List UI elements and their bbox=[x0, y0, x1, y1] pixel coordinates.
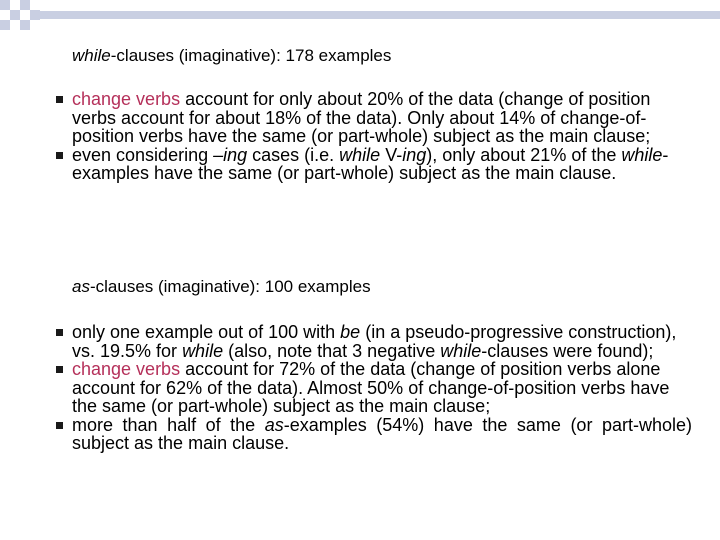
bullet-text: -examples have the same (or part-whole) subject as the main clause. bbox=[72, 144, 669, 183]
while-bullet-list bbox=[52, 90, 692, 183]
bullet-text: ), only about 21% of the bbox=[426, 144, 622, 165]
square-bullet-icon bbox=[56, 96, 63, 103]
bullet-italic: –ing bbox=[213, 144, 248, 165]
list-item bbox=[52, 416, 692, 453]
highlight-term: change verbs bbox=[72, 359, 181, 379]
heading-term: as bbox=[72, 277, 90, 296]
list-item bbox=[52, 360, 692, 416]
highlight-term: change verbs bbox=[72, 89, 181, 109]
bullet-italic: while bbox=[182, 340, 224, 361]
bullet-italic: be bbox=[340, 322, 361, 342]
bullet-text: (also, note that 3 negative bbox=[223, 340, 441, 361]
list-item bbox=[52, 146, 692, 183]
bullet-text: even considering bbox=[72, 144, 214, 165]
heading-term: while bbox=[72, 46, 111, 65]
list-item bbox=[52, 90, 692, 146]
bullet-text: more than half of the bbox=[72, 414, 265, 435]
section-heading-while bbox=[72, 46, 391, 66]
bullet-text: (in a pseudo-progressive construction), vs. 19.5% for bbox=[72, 322, 677, 361]
bullet-italic: while bbox=[440, 340, 482, 361]
square-bullet-icon bbox=[56, 152, 63, 159]
bullet-italic: while bbox=[621, 144, 663, 165]
header-rule bbox=[40, 11, 720, 19]
square-bullet-icon bbox=[56, 329, 63, 336]
bullet-italic: ing bbox=[402, 144, 427, 165]
square-bullet-icon bbox=[56, 366, 63, 373]
heading-rest: -clauses (imaginative): 178 examples bbox=[110, 46, 392, 65]
bullet-text: account for 72% of the data (change of position verbs alone account for 62% of the data). Almost 50% of change-of-position verbs have the same (or part-whole) subject as the main clause; bbox=[72, 359, 670, 416]
as-bullet-list bbox=[52, 323, 692, 453]
bullet-text: cases (i.e. bbox=[247, 144, 340, 165]
list-item bbox=[52, 323, 692, 360]
bullet-text: -clauses were found); bbox=[481, 340, 654, 361]
bullet-text: -examples (54%) have the same (or part-whole) subject as the main clause. bbox=[72, 414, 692, 453]
bullet-text: only one example out of 100 with bbox=[72, 322, 341, 342]
section-heading-as bbox=[72, 277, 371, 297]
square-bullet-icon bbox=[56, 422, 63, 429]
bullet-italic: as bbox=[264, 414, 284, 435]
bullet-text: V- bbox=[380, 144, 403, 165]
bullet-text: account for only about 20% of the data (change of position verbs account for about 18% of the data). Only about 14% of change-of-position verbs have the same (or part-whole) subject as the main clause; bbox=[72, 89, 651, 146]
heading-rest: -clauses (imaginative): 100 examples bbox=[89, 277, 371, 296]
bullet-italic: while bbox=[339, 144, 381, 165]
